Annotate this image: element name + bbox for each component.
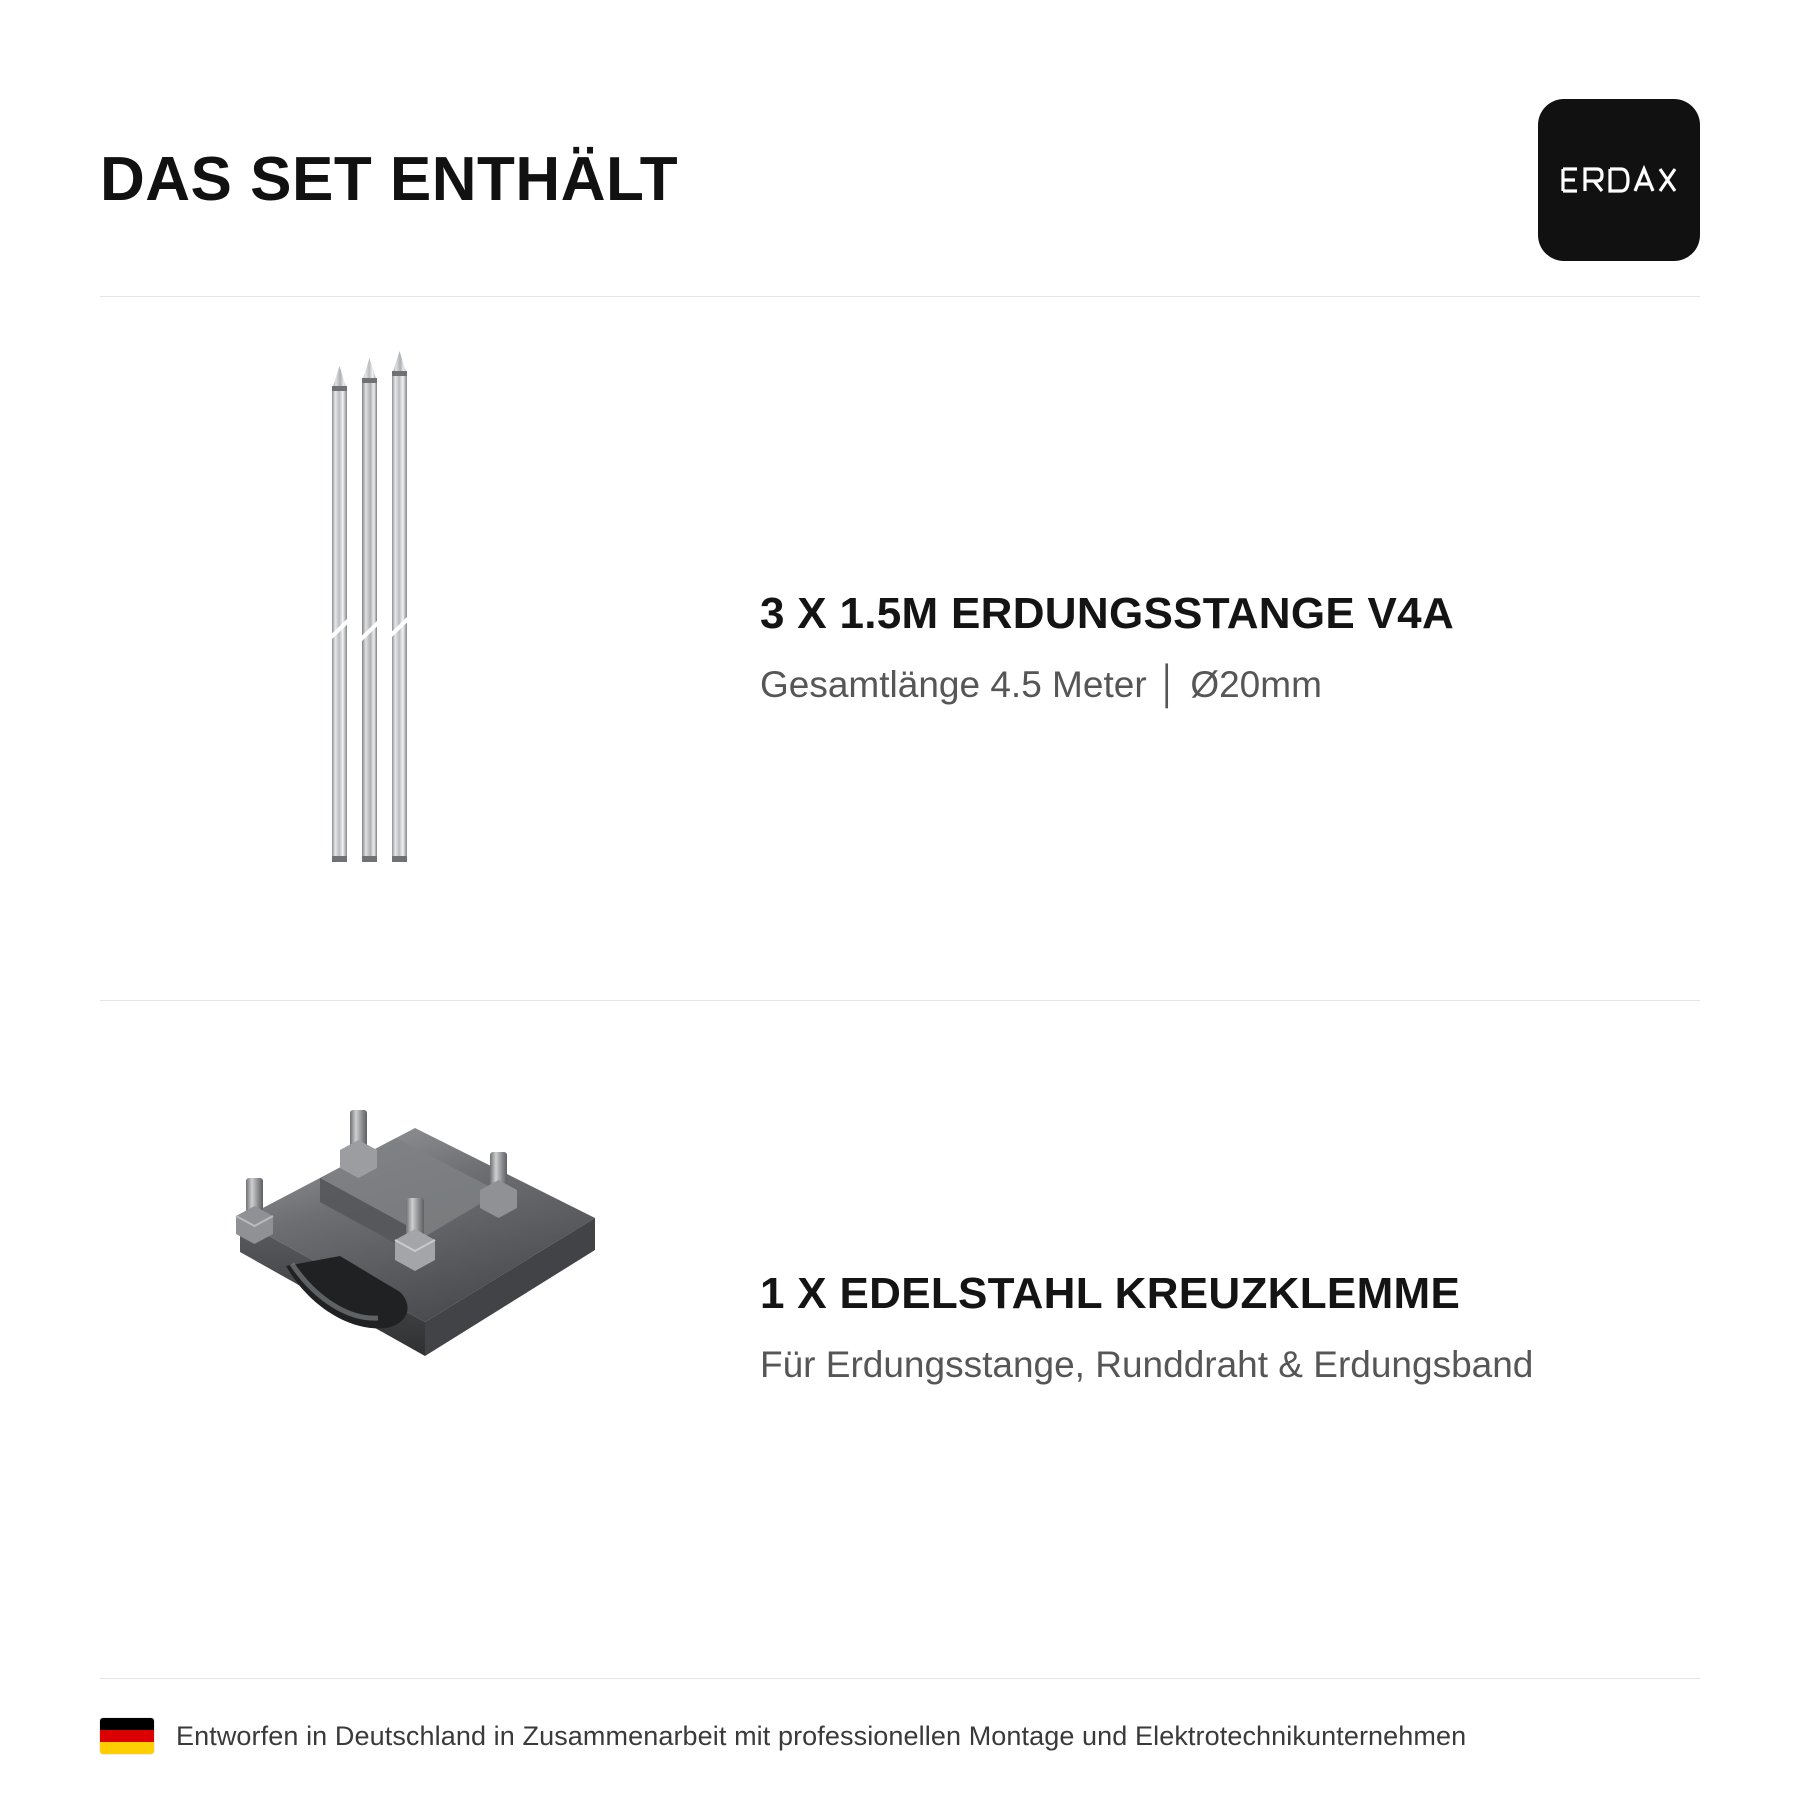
divider-middle — [100, 1000, 1700, 1001]
item-subtitle-rods: Gesamtlänge 4.5 Meter │ Ø20mm — [760, 664, 1322, 706]
grounding-rods-icon — [310, 340, 510, 900]
rods-image — [100, 330, 740, 970]
clamp-image — [100, 1030, 740, 1630]
divider-top — [100, 296, 1700, 297]
item-row-clamp — [100, 1030, 1700, 1630]
cross-clamp-icon — [200, 1070, 620, 1390]
divider-bottom — [100, 1678, 1700, 1679]
brand-logo — [1538, 99, 1700, 261]
clamp-text — [740, 1270, 1700, 1390]
item-subtitle-clamp: Für Erdungsstange, Runddraht & Erdungsband — [760, 1344, 1534, 1386]
grounding-rods-photo — [310, 340, 510, 905]
item-title-clamp: 1 X EDELSTAHL KREUZKLEMME — [760, 1268, 1461, 1318]
item-title-rods: 3 X 1.5M ERDUNGSSTANGE V4A — [760, 588, 1455, 638]
header — [100, 90, 1700, 270]
rods-text — [740, 590, 1700, 710]
page-title: DAS SET ENTHÄLT — [100, 145, 679, 214]
german-flag-icon — [100, 1718, 154, 1754]
footer-text: Entworfen in Deutschland in Zusammenarbeit mit professionellen Montage und Elektrotechnikunternehmen — [176, 1720, 1467, 1751]
item-row-rods — [100, 330, 1700, 970]
erdax-wordmark-icon — [1559, 163, 1679, 197]
footer — [100, 1718, 1700, 1754]
